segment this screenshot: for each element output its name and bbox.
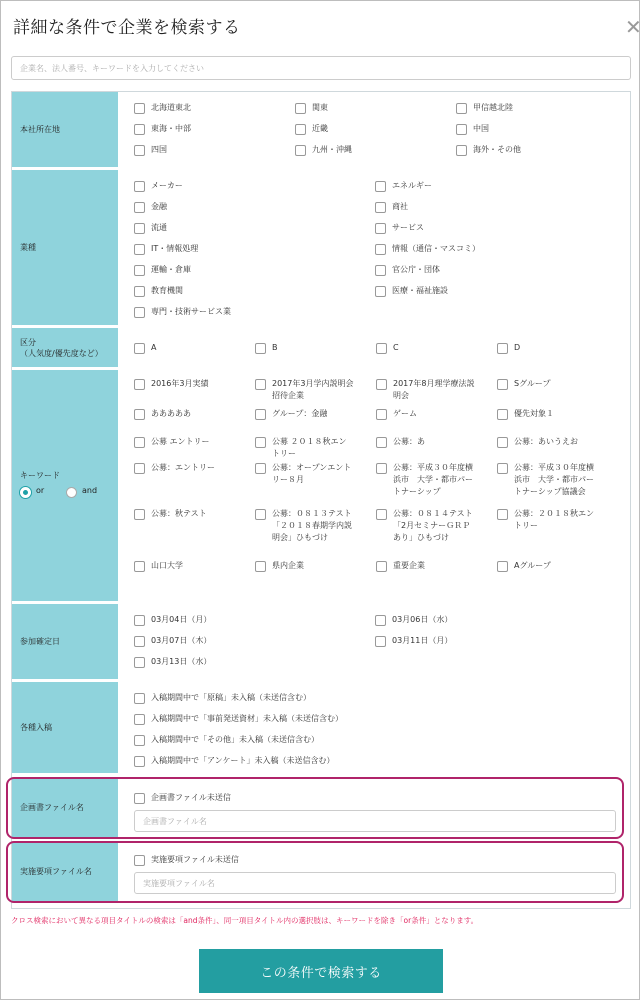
option-label (272, 378, 353, 402)
option-label: IT・情報処理 (151, 244, 199, 253)
checkbox[interactable] (497, 437, 508, 448)
option[interactable] (375, 243, 480, 255)
row-label-main: キーワード (20, 471, 60, 480)
option-label: A (151, 343, 157, 352)
checkbox[interactable] (497, 561, 508, 572)
or-radio[interactable] (20, 487, 31, 498)
option-label: 東海・中部 (151, 124, 191, 133)
checkbox[interactable] (295, 103, 306, 114)
option-label (514, 436, 578, 448)
option[interactable] (376, 408, 491, 420)
option-label-line: 浜市 大学・都市パー (393, 475, 473, 484)
checkbox[interactable] (375, 181, 386, 192)
checkbox[interactable] (295, 124, 306, 135)
checkbox[interactable] (375, 265, 386, 276)
row-dates (12, 604, 630, 682)
checkbox[interactable] (497, 509, 508, 520)
option-label (393, 462, 473, 498)
option-label: 実施要項ファイル未送信 (151, 855, 239, 864)
option[interactable] (376, 508, 491, 544)
option[interactable] (134, 342, 156, 354)
option-label: 中国 (473, 124, 489, 133)
and-radio[interactable] (66, 487, 77, 498)
option-label-line: 「２０１８春期学内説 (272, 521, 352, 530)
option-label-line: 公募：２０１８秋エン (514, 509, 594, 518)
option[interactable] (134, 635, 211, 647)
checkbox[interactable] (255, 379, 266, 390)
option[interactable] (255, 408, 370, 420)
option[interactable] (497, 342, 520, 354)
row-label-main: 区分 (20, 337, 36, 347)
option-label-line: トリー (272, 449, 296, 458)
option-label-line: 公募 ２０１８秋エン (272, 437, 347, 446)
checkbox[interactable] (134, 636, 145, 647)
option-label (151, 436, 210, 448)
checkbox[interactable] (134, 561, 145, 572)
option-label-line: 公募：あ (393, 437, 425, 446)
option-label (272, 408, 327, 420)
option[interactable] (134, 656, 211, 668)
checkbox[interactable] (255, 343, 266, 354)
checkbox[interactable] (134, 509, 145, 520)
option-label-line: 招待企業 (272, 391, 304, 400)
checkbox[interactable] (375, 286, 386, 297)
option-label (272, 436, 347, 460)
row-keyword (12, 370, 630, 604)
option-label-line: 明会」ひもづけ (272, 533, 328, 542)
option-label: 03月07日（木） (151, 636, 212, 645)
option[interactable] (134, 123, 191, 135)
option[interactable] (134, 144, 167, 156)
option-label-line: 「2月セミナーＧＲＰ (393, 521, 471, 530)
option[interactable] (134, 755, 335, 767)
checkbox[interactable] (456, 103, 467, 114)
checkbox[interactable] (134, 657, 145, 668)
option-label: 官公庁・団体 (392, 265, 440, 274)
option-label (272, 508, 352, 544)
option-label: 商社 (392, 202, 408, 211)
option-label: 甲信越北陸 (473, 103, 513, 112)
option-label-line: 公募：秋テスト (151, 509, 207, 518)
option-label: 関東 (312, 103, 328, 112)
search-note: クロス検索において異なる項目タイトルの検索は「and条件」、同一項目タイトル内の選択肢は、キーワードを除き「or条件」となります。 (11, 916, 479, 925)
option[interactable] (134, 734, 319, 746)
option[interactable] (134, 436, 249, 448)
option-label: 入稿期間中で「事前発送資材」未入稿（未送信含む） (151, 714, 343, 723)
close-icon[interactable]: ✕ (625, 15, 642, 39)
option[interactable] (255, 508, 370, 544)
option-label-line: 2016年3月実績 (151, 379, 209, 388)
option-label: 運輸・倉庫 (151, 265, 191, 274)
option-label-line: 2017年8月理学療法説 (393, 379, 475, 388)
checkbox[interactable] (376, 437, 387, 448)
option[interactable] (255, 378, 370, 402)
row-label: 企画書ファイル名 (12, 778, 118, 839)
option-label (393, 378, 474, 402)
option-label (393, 508, 473, 544)
option[interactable] (134, 243, 198, 255)
option-label-line: Sグループ (514, 379, 551, 388)
option-label: B (272, 343, 278, 352)
option-label-line: ゲーム (393, 409, 417, 418)
checkbox[interactable] (134, 145, 145, 156)
option[interactable] (375, 614, 452, 626)
option-label: 四国 (151, 145, 167, 154)
option-label (151, 378, 208, 390)
option[interactable] (295, 123, 328, 135)
checkbox[interactable] (376, 379, 387, 390)
option-label: 03月06日（水） (392, 615, 453, 624)
option[interactable] (497, 408, 612, 420)
option-label-line: 公募 エントリー (151, 437, 210, 446)
option-label (151, 560, 183, 572)
row-label (12, 328, 118, 369)
highlight-implementation (6, 841, 624, 903)
option[interactable] (255, 462, 370, 486)
option[interactable] (375, 222, 424, 234)
row-label-sub: （人気度/優先度など） (20, 348, 103, 358)
option-label: エネルギー (392, 181, 432, 190)
option-label: 医療・福祉施設 (392, 286, 448, 295)
checkbox[interactable] (134, 379, 145, 390)
option[interactable] (134, 408, 249, 420)
checkbox[interactable] (134, 202, 145, 213)
row-location (12, 92, 630, 170)
row-label: 各種入稿 (12, 682, 118, 775)
row-category (12, 328, 630, 370)
option[interactable] (456, 102, 513, 114)
option-label-line: 2017年3月学内説明会 (272, 379, 354, 388)
option[interactable] (375, 264, 440, 276)
option-label (151, 408, 191, 420)
option-label-line: トリー (514, 521, 538, 530)
option[interactable] (134, 264, 191, 276)
option-label: 企画書ファイル未送信 (151, 793, 231, 802)
search-submit-button[interactable]: この条件で検索する (199, 949, 443, 993)
checkbox[interactable] (497, 463, 508, 474)
row-label: 本社所在地 (12, 92, 118, 169)
checkbox[interactable] (456, 124, 467, 135)
option-label: 03月13日（水） (151, 657, 212, 666)
checkbox[interactable] (134, 463, 145, 474)
option-label: 03月04日（月） (151, 615, 212, 624)
option[interactable] (295, 102, 328, 114)
option[interactable] (497, 436, 612, 448)
option-label (393, 560, 425, 572)
checkbox[interactable] (134, 735, 145, 746)
option-label (514, 378, 550, 390)
checkbox[interactable] (255, 437, 266, 448)
option-label: 03月11日（月） (392, 636, 453, 645)
keyword-mode (20, 485, 116, 501)
option[interactable] (134, 306, 231, 318)
option[interactable] (134, 614, 211, 626)
option-label (272, 560, 304, 572)
checkbox[interactable] (134, 181, 145, 192)
option[interactable] (375, 180, 432, 192)
option-label (514, 508, 594, 532)
option[interactable] (376, 342, 399, 354)
option-label (272, 462, 351, 486)
checkbox[interactable] (134, 343, 145, 354)
row-label: 実施要項ファイル名 (12, 842, 118, 903)
checkbox[interactable] (255, 509, 266, 520)
option-label-line: トナーシップ協議会 (514, 487, 586, 496)
checkbox[interactable] (134, 615, 145, 626)
checkbox[interactable] (134, 103, 145, 114)
option-label (514, 408, 554, 420)
checkbox[interactable] (375, 244, 386, 255)
checkbox[interactable] (255, 463, 266, 474)
option[interactable] (134, 285, 183, 297)
checkbox[interactable] (295, 145, 306, 156)
option[interactable] (134, 692, 311, 704)
or-label: or (36, 486, 45, 495)
checkbox[interactable] (134, 265, 145, 276)
option[interactable] (497, 378, 612, 390)
option[interactable] (456, 123, 489, 135)
option-label-line: 公募：０８１３テスト (272, 509, 352, 518)
checkbox[interactable] (376, 509, 387, 520)
option[interactable] (134, 180, 183, 192)
row-submissions (12, 682, 630, 776)
option[interactable] (134, 560, 249, 572)
checkbox[interactable] (497, 379, 508, 390)
checkbox[interactable] (376, 409, 387, 420)
checkbox[interactable] (134, 286, 145, 297)
option-label: C (393, 343, 399, 352)
keyword-search-input[interactable] (11, 56, 631, 80)
option-label: 近畿 (312, 124, 328, 133)
checkbox[interactable] (134, 307, 145, 318)
option-label: 九州・沖縄 (312, 145, 352, 154)
option[interactable] (134, 508, 249, 520)
checkbox[interactable] (497, 409, 508, 420)
checkbox[interactable] (134, 714, 145, 725)
option-label-line: 山口大学 (151, 561, 183, 570)
option-label (393, 436, 425, 448)
option-label: 入稿期間中で「その他」未入稿（未送信含む） (151, 735, 319, 744)
option-label-line: Aグループ (514, 561, 551, 570)
option-label: 入稿期間中で「原稿」未入稿（未送信含む） (151, 693, 311, 702)
checkbox[interactable] (375, 223, 386, 234)
option-label-line: 明会 (393, 391, 409, 400)
option[interactable] (375, 635, 452, 647)
checkbox[interactable] (376, 463, 387, 474)
option[interactable] (376, 436, 491, 448)
option[interactable] (376, 378, 491, 402)
option-label: 入稿期間中で「アンケート」未入稿（未送信含む） (151, 756, 335, 765)
checkbox[interactable] (375, 636, 386, 647)
option-label-line: リー８月 (272, 475, 304, 484)
option-label-line: 公募：０８１４テスト (393, 509, 473, 518)
dialog-title: 詳細な条件で企業を検索する (13, 18, 241, 38)
option-label (514, 462, 594, 498)
row-industry (12, 170, 630, 328)
option-label: 流通 (151, 223, 167, 232)
checkbox[interactable] (134, 223, 145, 234)
option-label: 情報（通信・マスコミ） (392, 244, 480, 253)
checkbox[interactable] (255, 561, 266, 572)
option-label: サービス (392, 223, 424, 232)
checkbox[interactable] (497, 343, 508, 354)
checkbox[interactable] (375, 202, 386, 213)
option-label: 海外・その他 (473, 145, 521, 154)
option[interactable] (134, 462, 249, 474)
option[interactable] (134, 102, 191, 114)
and-label: and (82, 486, 98, 495)
option-label-line: グループ：金融 (272, 409, 328, 418)
option-label: 専門・技術サービス業 (151, 307, 231, 316)
option[interactable] (134, 378, 249, 390)
checkbox[interactable] (134, 124, 145, 135)
checkbox[interactable] (456, 145, 467, 156)
checkbox[interactable] (375, 615, 386, 626)
option[interactable] (134, 222, 167, 234)
option[interactable] (255, 560, 370, 572)
option-label-line: 優先対象１ (514, 409, 554, 418)
option-label: 北海道東北 (151, 103, 191, 112)
checkbox[interactable] (134, 756, 145, 767)
option[interactable] (134, 713, 343, 725)
option[interactable] (376, 560, 491, 572)
checkbox[interactable] (134, 693, 145, 704)
row-label (12, 370, 118, 603)
option-label-line: 公募：オープンエント (272, 463, 352, 472)
option-label: 金融 (151, 202, 167, 211)
checkbox[interactable] (134, 244, 145, 255)
option-label-line: 浜市 大学・都市パー (514, 475, 594, 484)
checkbox[interactable] (255, 409, 266, 420)
option-label: 教育機関 (151, 286, 183, 295)
option[interactable] (497, 508, 612, 532)
option-label-line: 公募：あいうえお (514, 437, 578, 446)
option-label (151, 508, 207, 520)
option-label (393, 408, 417, 420)
option[interactable] (375, 201, 408, 213)
option[interactable] (255, 342, 278, 354)
option[interactable] (295, 144, 352, 156)
option[interactable] (134, 201, 167, 213)
checkbox[interactable] (376, 561, 387, 572)
row-label: 業種 (12, 170, 118, 327)
option[interactable] (497, 560, 612, 572)
checkbox[interactable] (134, 437, 145, 448)
option-label-line: あああああ (151, 409, 191, 418)
option-label (151, 462, 215, 474)
option[interactable] (497, 462, 612, 498)
option[interactable] (376, 462, 491, 498)
checkbox[interactable] (376, 343, 387, 354)
option[interactable] (375, 285, 448, 297)
option-label-line: トナーシップ (393, 487, 441, 496)
option-label-line: 公募：平成３０年度横 (393, 463, 473, 472)
checkbox[interactable] (134, 409, 145, 420)
option-label-line: 重要企業 (393, 561, 425, 570)
option[interactable] (255, 436, 370, 460)
option-label (514, 560, 551, 572)
option[interactable] (456, 144, 521, 156)
option-label-line: 公募：エントリー (151, 463, 215, 472)
option-label-line: 公募：平成３０年度横 (514, 463, 594, 472)
option-label-line: あり」ひもづけ (393, 533, 449, 542)
option-label: メーカー (151, 181, 183, 190)
highlight-proposal (6, 777, 624, 839)
row-label: 参加確定日 (12, 604, 118, 681)
option-label: D (514, 343, 521, 352)
option-label-line: 県内企業 (272, 561, 304, 570)
